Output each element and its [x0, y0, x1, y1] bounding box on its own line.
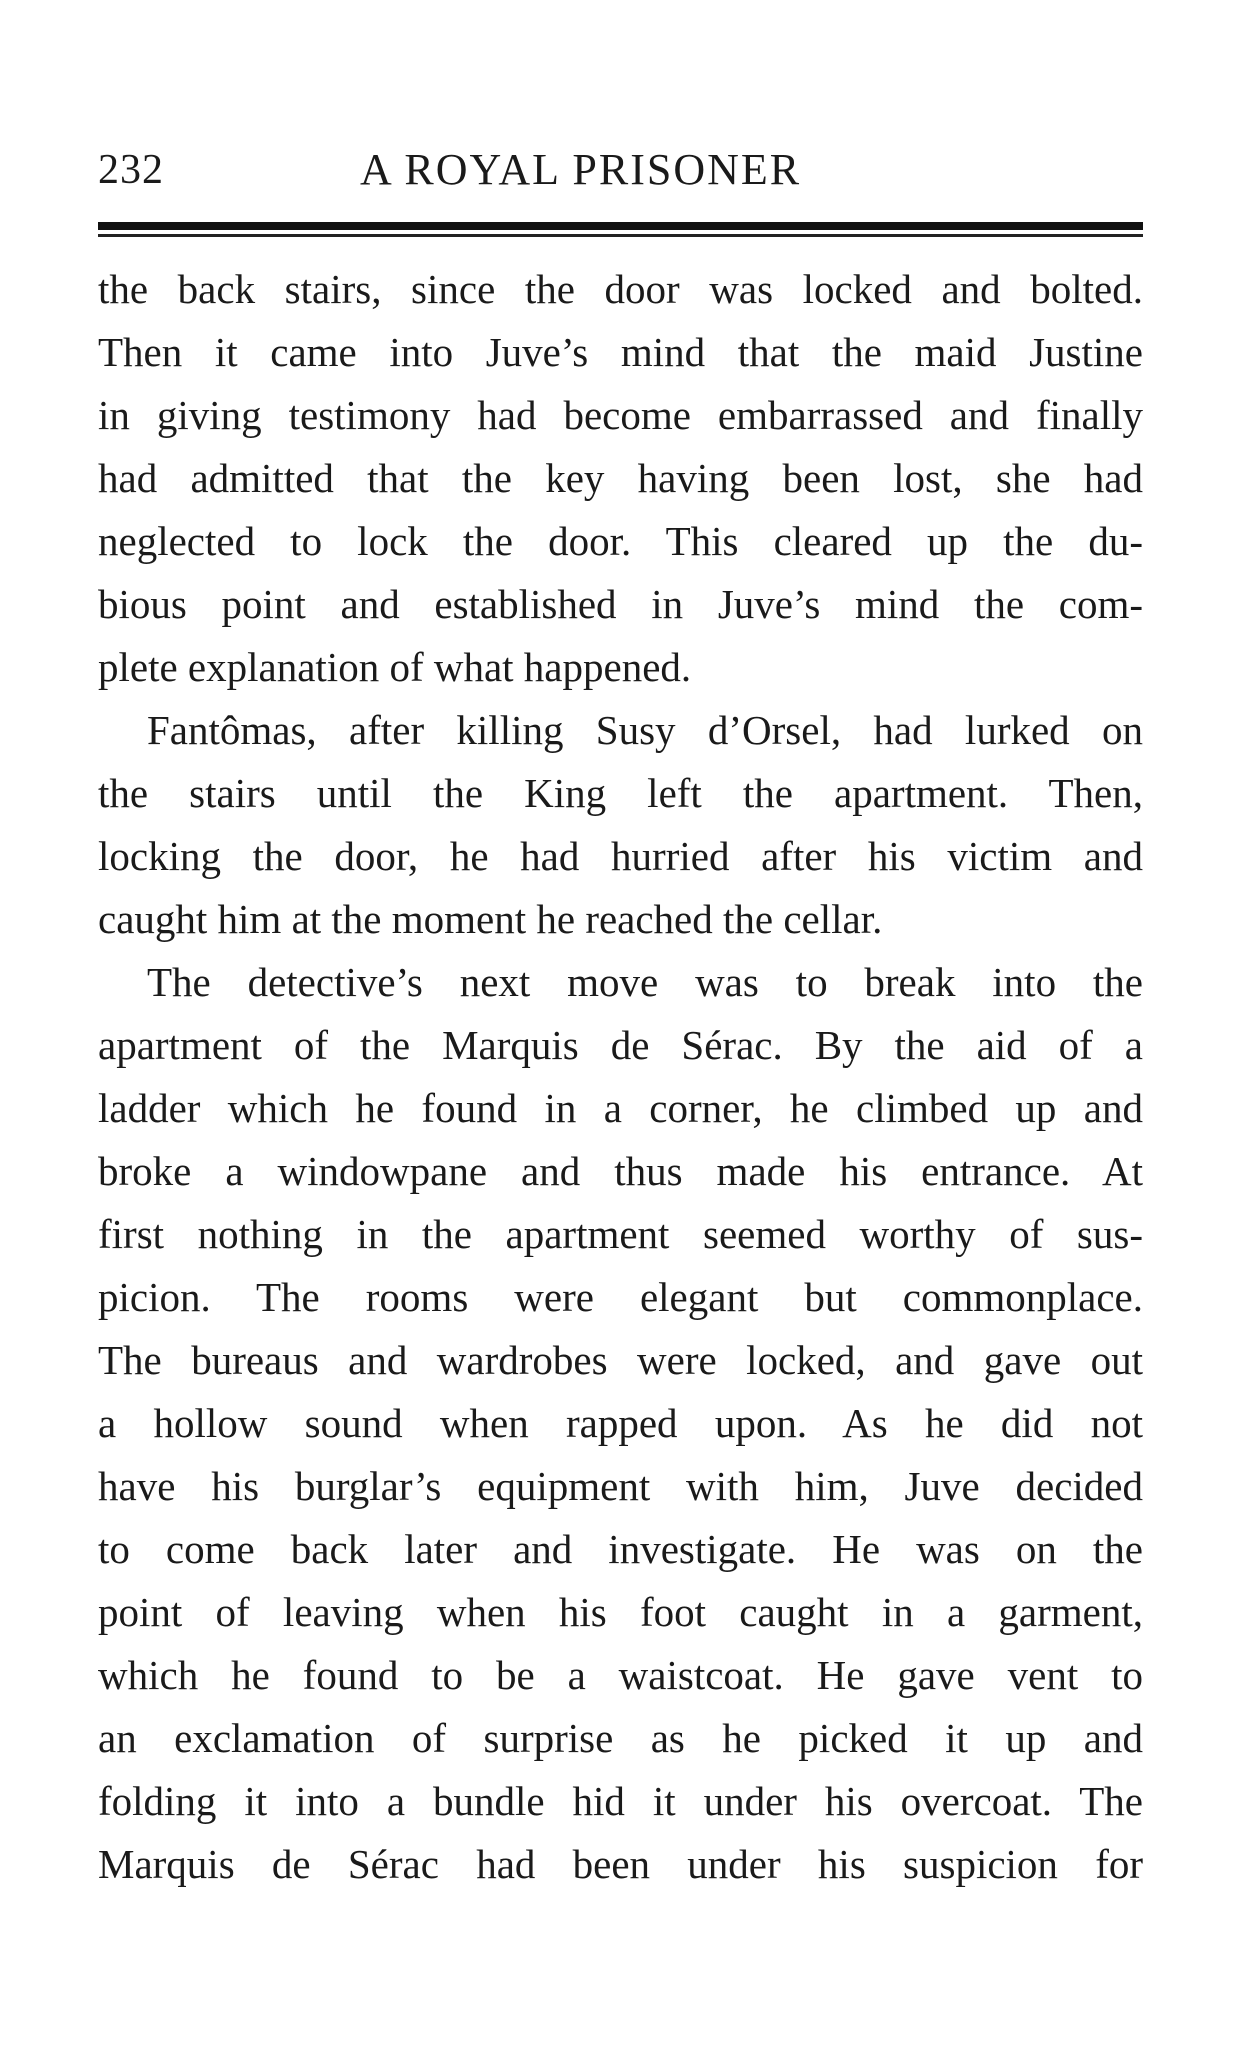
- page-number: 232: [98, 147, 164, 193]
- text-line: apartment of the Marquis de Sérac. By the aid of a: [98, 1022, 1143, 1068]
- text-line: which he found to be a waistcoat. He gave vent to: [98, 1652, 1143, 1698]
- text-line: bious point and established in Juve’s mind the com-: [98, 581, 1143, 627]
- text-line: caught him at the moment he reached the cellar.: [98, 896, 883, 942]
- text-line: picion. The rooms were elegant but commonplace.: [98, 1274, 1143, 1320]
- text-line: The detective’s next move was to break into the: [147, 959, 1143, 1005]
- text-line: the stairs until the King left the apartment. Then,: [98, 770, 1143, 816]
- text-line: point of leaving when his foot caught in a garment,: [98, 1589, 1143, 1635]
- text-line: first nothing in the apartment seemed worthy of sus-: [98, 1211, 1143, 1257]
- text-line: Marquis de Sérac had been under his suspicion for: [98, 1841, 1143, 1887]
- running-head: [98, 140, 1143, 200]
- text-line: Fantômas, after killing Susy d’Orsel, had lurked on: [147, 707, 1143, 753]
- running-title: A ROYAL PRISONER: [360, 145, 802, 194]
- header-rule-secondary: [98, 234, 1143, 237]
- text-line: The bureaus and wardrobes were locked, and gave out: [98, 1337, 1143, 1383]
- text-line: have his burglar’s equipment with him, Juve decided: [98, 1463, 1143, 1509]
- body-text: [98, 258, 1143, 1896]
- text-line: broke a windowpane and thus made his entrance. At: [98, 1148, 1143, 1194]
- text-line: folding it into a bundle hid it under his overcoat. The: [98, 1778, 1143, 1824]
- text-line: ladder which he found in a corner, he climbed up and: [98, 1085, 1143, 1131]
- text-line: locking the door, he had hurried after his victim and: [98, 833, 1143, 879]
- text-line: the back stairs, since the door was locked and bolted.: [98, 266, 1143, 312]
- text-line: Then it came into Juve’s mind that the maid Justine: [98, 329, 1143, 375]
- text-line: neglected to lock the door. This cleared up the du-: [98, 518, 1143, 564]
- text-line: an exclamation of surprise as he picked it up and: [98, 1715, 1143, 1761]
- text-line: to come back later and investigate. He was on the: [98, 1526, 1143, 1572]
- text-line: plete explanation of what happened.: [98, 644, 692, 690]
- text-line: had admitted that the key having been lost, she had: [98, 455, 1143, 501]
- text-line: in giving testimony had become embarrassed and finally: [98, 392, 1143, 438]
- text-line: a hollow sound when rapped upon. As he did not: [98, 1400, 1143, 1446]
- header-rule: [98, 222, 1143, 230]
